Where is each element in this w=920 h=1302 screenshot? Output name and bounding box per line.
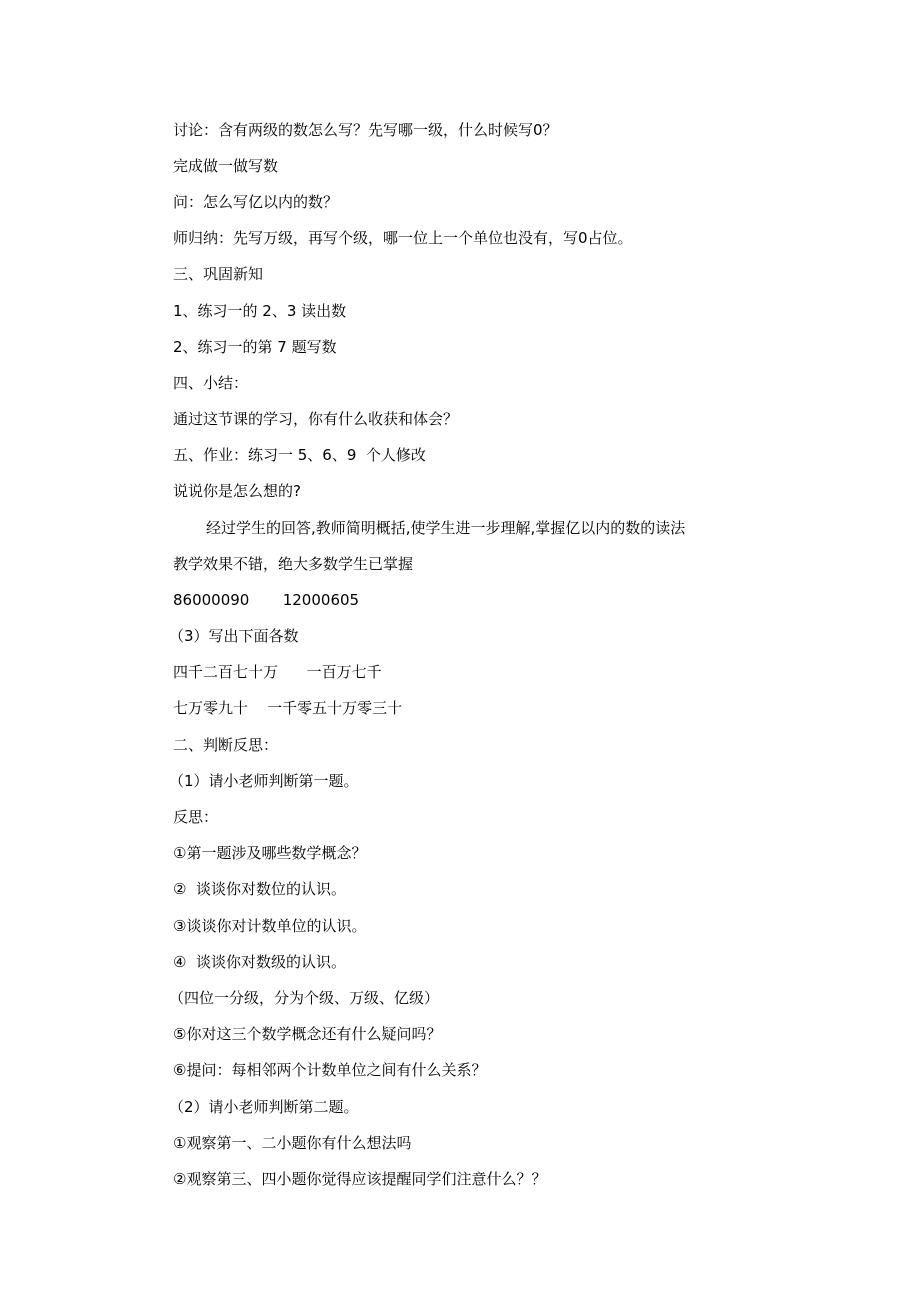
text-line: 2、练习一的第 7 题写数 [173, 338, 337, 356]
text-line: （1）请小老师判断第一题。 [169, 772, 359, 790]
text-line: 教学效果不错，绝大多数学生已掌握 [173, 555, 414, 573]
section-heading: 二、判断反思： [173, 736, 279, 754]
text-line: （3）写出下面各数 [169, 627, 299, 645]
text-line: 讨论：含有两级的数怎么写？先写哪一级，什么时候写0？ [173, 121, 558, 139]
section-heading: 四、小结： [173, 374, 249, 392]
paragraph-line: 经过学生的回答,教师简明概括,使学生进一步理解,掌握亿以内的数的读法 [206, 519, 686, 537]
text-line: （2）请小老师判断第二题。 [169, 1098, 359, 1116]
text-line: ③谈谈你对计数单位的认识。 [173, 917, 367, 935]
text-line: 反思： [173, 808, 219, 826]
text-line: ④ 谈谈你对数级的认识。 [173, 953, 346, 971]
text-line: 问：怎么写亿以内的数？ [173, 193, 339, 211]
text-line: ② 谈谈你对数位的认识。 [173, 880, 346, 898]
numbers-line: 86000090 12000605 [173, 591, 360, 609]
text-line: 七万零九十 一千零五十万零三十 [173, 699, 403, 717]
text-line: 完成做一做写数 [173, 157, 279, 175]
section-heading: 三、巩固新知 [173, 265, 264, 283]
text-line: （四位一分级，分为个级、万级、亿级） [169, 989, 440, 1007]
text-line: 说说你是怎么想的? [173, 482, 301, 500]
text-line: 1、练习一的 2、3 读出数 [173, 302, 347, 320]
text-line: ⑥提问：每相邻两个计数单位之间有什么关系？ [173, 1061, 487, 1079]
text-line: 师归纳：先写万级，再写个级，哪一位上一个单位也没有，写0占位。 [173, 229, 633, 247]
text-line: 通过这节课的学习，你有什么收获和体会？ [173, 410, 459, 428]
text-line: ①第一题涉及哪些数学概念？ [173, 844, 367, 862]
text-line: 四千二百七十万 一百万七千 [173, 663, 382, 681]
section-heading: 五、作业：练习一 5、6、9 个人修改 [173, 446, 426, 464]
text-line: ②观察第三、四小题你觉得应该提醒同学们注意什么？？ [173, 1170, 547, 1188]
text-line: ⑤你对这三个数学概念还有什么疑问吗？ [173, 1025, 442, 1043]
text-line: ①观察第一、二小题你有什么想法吗 [173, 1134, 412, 1152]
